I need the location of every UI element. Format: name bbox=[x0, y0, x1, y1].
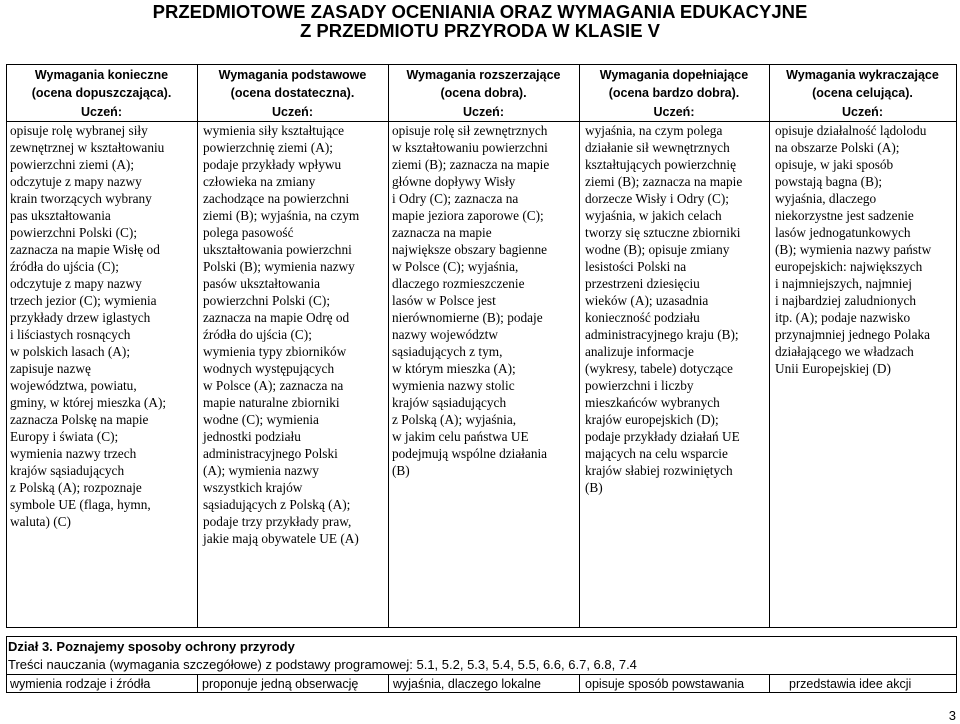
requirement-line: podaje trzy przykłady praw, bbox=[203, 514, 352, 529]
table-border-right bbox=[956, 64, 957, 628]
requirement-line: (B); wymienia nazwy państw bbox=[775, 242, 932, 257]
requirement-line: wymienia nazwy trzech bbox=[10, 446, 137, 461]
requirement-line: mapie naturalne zbiorniki bbox=[203, 395, 340, 410]
requirement-line: wymienia nazwy stolic bbox=[392, 378, 515, 393]
requirement-line: waluta) (C) bbox=[10, 514, 71, 529]
requirement-line: człowieka na zmiany bbox=[203, 174, 316, 189]
requirement-line: wodne (B); opisuje zmiany bbox=[585, 242, 730, 257]
requirement-line: pasów ukształtowania bbox=[203, 276, 321, 291]
requirement-line: lasów w Polsce jest bbox=[392, 293, 496, 308]
requirement-line: w polskich lasach (A); bbox=[10, 344, 131, 359]
requirement-line: europejskich: największych bbox=[775, 259, 923, 274]
requirement-line: wyjaśnia, dlaczego bbox=[775, 191, 877, 206]
requirement-line: gminy, w której mieszka (A); bbox=[10, 395, 167, 410]
requirement-line: analizuje informacje bbox=[585, 344, 694, 359]
requirement-line: Polski (B); wymienia nazwy bbox=[203, 259, 355, 274]
requirement-line: ziemi (B); zaznacza na mapie bbox=[392, 157, 550, 172]
column-header-podstawowe bbox=[197, 66, 388, 121]
requirement-line: w Polsce (C); wyjaśnia, bbox=[392, 259, 519, 274]
column-body-dopelniajace bbox=[585, 122, 742, 496]
requirement-line: jednostki podziału bbox=[203, 429, 301, 444]
table-divider-1 bbox=[197, 64, 198, 628]
requirement-line: opisuje działalność lądolodu bbox=[775, 123, 927, 138]
column-header-grade: (ocena bardzo dobra). bbox=[608, 86, 740, 101]
document-title-line-2: Z PRZEDMIOTU PRZYRODA W KLASIE V bbox=[299, 20, 661, 41]
column-header-title: Wymagania dopełniające bbox=[599, 68, 749, 82]
requirement-line: opisuje, w jaki sposób bbox=[775, 157, 894, 172]
table-border-left bbox=[6, 64, 7, 628]
column-header-wykraczajace bbox=[769, 66, 956, 121]
section-bottom-cell: wyjaśnia, dlaczego lokalne bbox=[393, 677, 542, 691]
requirement-line: zaznacza na mapie Wisłę od bbox=[10, 242, 160, 257]
requirement-line: wyjaśnia, w jakich celach bbox=[585, 208, 722, 223]
requirement-line: i najbardziej zaludnionych bbox=[775, 293, 917, 308]
requirement-line: z Polską (A); wyjaśnia, bbox=[392, 412, 517, 427]
requirement-line: krajów europejskich (D); bbox=[585, 412, 719, 427]
requirement-line: ziemi (B); zaznacza na mapie bbox=[585, 174, 743, 189]
table-top-border bbox=[6, 64, 957, 65]
section-number: Dział 3. bbox=[8, 639, 53, 654]
requirement-line: mających na celu wsparcie bbox=[585, 446, 728, 461]
table-divider-3 bbox=[579, 64, 580, 628]
requirement-line: krain tworzących wybrany bbox=[10, 191, 152, 206]
requirement-line: niekorzystne jest sadzenie bbox=[775, 208, 914, 223]
column-header-konieczne bbox=[6, 66, 197, 121]
requirement-line: konieczność podziału bbox=[585, 310, 700, 325]
requirement-line: sąsiadujących z Polską (A); bbox=[203, 497, 351, 512]
requirement-line: i najmniejszych, najmniej bbox=[775, 276, 912, 291]
requirement-line: z Polską (A); rozpoznaje bbox=[10, 480, 142, 495]
column-body-konieczne bbox=[10, 122, 166, 530]
requirement-line: (wykresy, tabele) dotyczące bbox=[585, 361, 733, 376]
requirement-line: nazwy województw bbox=[392, 327, 498, 342]
requirement-line: powierzchni Polski (C); bbox=[10, 225, 138, 240]
requirement-line: wodne (C); wymienia bbox=[203, 412, 319, 427]
requirement-line: powierzchni Polski (C); bbox=[203, 293, 331, 308]
requirement-line: w którym mieszka (A); bbox=[392, 361, 516, 376]
requirement-line: zapisuje nazwę bbox=[10, 361, 91, 376]
section-bottom-cell: opisuje sposób powstawania bbox=[585, 677, 745, 691]
requirement-line: dorzecze Wisły i Odry (C); bbox=[585, 191, 729, 206]
requirement-line: wieków (A); uzasadnia bbox=[585, 293, 709, 308]
requirement-line: w jakim celu państwa UE bbox=[392, 429, 529, 444]
requirement-line: podejmują wspólne działania bbox=[392, 446, 548, 461]
requirement-line: nierównomierne (B); podaje bbox=[392, 310, 543, 325]
requirement-line: symbole UE (flaga, hymn, bbox=[10, 497, 151, 512]
page-number: 3 bbox=[948, 708, 956, 723]
requirement-line: kształtujących powierzchnię bbox=[585, 157, 736, 172]
requirement-line: odczytuje z mapy nazwy bbox=[10, 276, 142, 291]
requirement-line: mapie jeziora zaporowe (C); bbox=[392, 208, 544, 223]
column-header-rozszerzajace bbox=[388, 66, 579, 121]
section-content-divider bbox=[6, 674, 957, 675]
requirement-line: Unii Europejskiej (D) bbox=[775, 361, 891, 376]
requirement-line: ziemi (B); wyjaśnia, na czym bbox=[203, 208, 360, 223]
requirement-line: w Polsce (A); zaznacza na bbox=[203, 378, 344, 393]
section-cell-divider-3 bbox=[579, 674, 580, 693]
section-bottom-cell: proponuje jedną obserwację bbox=[202, 677, 359, 691]
requirement-line: opisuje rolę wybranej siły bbox=[10, 123, 148, 138]
requirement-line: największe obszary bagienne bbox=[392, 242, 548, 257]
column-header-student: Uczeń: bbox=[81, 104, 122, 119]
requirement-line: pas ukształtowania bbox=[10, 208, 111, 223]
column-header-grade: (ocena dostateczna). bbox=[230, 86, 355, 101]
column-header-grade: (ocena dobra). bbox=[440, 86, 527, 101]
requirement-line: przestrzeni dziesięciu bbox=[585, 276, 700, 291]
requirement-line: wyjaśnia, na czym polega bbox=[585, 123, 723, 138]
requirement-line: lesistości Polski na bbox=[585, 259, 687, 274]
requirement-line: tworzy się sztuczne zbiorniki bbox=[585, 225, 741, 240]
requirement-line: przykłady drzew iglastych bbox=[10, 310, 151, 325]
column-body-wykraczajace bbox=[775, 122, 931, 377]
table-bottom-border bbox=[6, 627, 957, 628]
requirement-line: itp. (A); podaje nazwisko bbox=[775, 310, 911, 325]
requirement-line: i Odry (C); zaznacza na bbox=[392, 191, 519, 206]
table-divider-2 bbox=[388, 64, 389, 628]
section-border-right bbox=[956, 636, 957, 693]
requirement-line: działającego we władzach bbox=[775, 344, 914, 359]
section-bottom-cell: przedstawia idee akcji bbox=[789, 677, 912, 691]
requirement-line: Europy i świata (C); bbox=[10, 429, 119, 444]
column-header-title: Wymagania rozszerzające bbox=[406, 68, 561, 82]
requirement-line: powierzchnię ziemi (A); bbox=[203, 140, 333, 155]
requirement-line: źródła do ujścia (C); bbox=[203, 327, 312, 342]
requirement-line: (B) bbox=[392, 463, 410, 478]
column-header-student: Uczeń: bbox=[463, 104, 504, 119]
requirement-line: wymienia typy zbiorników bbox=[203, 344, 347, 359]
requirement-line: lasów jednogatunkowych bbox=[775, 225, 911, 240]
requirement-line: administracyjnego Polski bbox=[203, 446, 338, 461]
requirement-line: województwa, powiatu, bbox=[10, 378, 137, 393]
requirement-line: sąsiadujących z tym, bbox=[392, 344, 503, 359]
requirement-line: powierzchni ziemi (A); bbox=[10, 157, 135, 172]
requirement-line: krajów słabiej rozwiniętych bbox=[585, 463, 733, 478]
requirement-line: zachodzące na powierzchni bbox=[203, 191, 350, 206]
section-title: Poznajemy sposoby ochrony przyrody bbox=[52, 639, 295, 654]
requirement-line: administracyjnego kraju (B); bbox=[585, 327, 739, 342]
requirement-line: zaznacza Polskę na mapie bbox=[10, 412, 149, 427]
requirement-line: krajów sąsiadujących bbox=[10, 463, 125, 478]
section-bottom-cell: wymienia rodzaje i źródła bbox=[10, 677, 151, 691]
requirement-line: zaznacza na mapie Odrę od bbox=[203, 310, 350, 325]
section-content-line: Treści nauczania (wymagania szczegółowe) z podstawy programowej: 5.1, 5.2, 5.3, 5.4, 5.5, 6.6, 6.7, 6.8, 7.4 bbox=[8, 657, 637, 672]
column-header-student: Uczeń: bbox=[842, 104, 883, 119]
requirement-line: wszystkich krajów bbox=[203, 480, 303, 495]
section-cell-divider-2 bbox=[388, 674, 389, 693]
requirement-line: wodnych występujących bbox=[203, 361, 335, 376]
requirement-line: ukształtowania powierzchni bbox=[203, 242, 352, 257]
column-header-student: Uczeń: bbox=[653, 104, 695, 119]
requirement-line: trzech jezior (C); wymienia bbox=[10, 293, 157, 308]
requirement-line: powierzchni i liczby bbox=[585, 378, 694, 393]
column-header-grade: (ocena dopuszczająca). bbox=[31, 86, 172, 101]
column-header-title: Wymagania podstawowe bbox=[218, 68, 367, 82]
requirement-line: główne dopływy Wisły bbox=[392, 174, 516, 189]
requirement-line: zaznacza na mapie bbox=[392, 225, 492, 240]
requirement-line: krajów sąsiadujących bbox=[392, 395, 507, 410]
requirement-line: jakie mają obywatele UE (A) bbox=[203, 531, 359, 546]
column-body-podstawowe bbox=[203, 122, 359, 547]
requirement-line: źródła do ujścia (C); bbox=[10, 259, 119, 274]
column-header-dopelniajace bbox=[579, 66, 769, 121]
requirement-line: wymienia siły kształtujące bbox=[203, 123, 345, 138]
requirement-line: w kształtowaniu powierzchni bbox=[392, 140, 548, 155]
requirement-line: działanie sił wewnętrznych bbox=[585, 140, 730, 155]
requirement-line: zewnętrznej w kształtowaniu bbox=[10, 140, 165, 155]
section-cell-divider-4 bbox=[769, 674, 770, 693]
requirement-line: odczytuje z mapy nazwy bbox=[10, 174, 142, 189]
section-border-left bbox=[6, 636, 7, 693]
column-body-rozszerzajace bbox=[392, 122, 549, 479]
requirement-line: mieszkańców wybranych bbox=[585, 395, 720, 410]
section-cell-divider-1 bbox=[197, 674, 198, 693]
requirement-line: podaje przykłady działań UE bbox=[585, 429, 740, 444]
table-divider-4 bbox=[769, 64, 770, 628]
requirement-line: opisuje rolę sił zewnętrznych bbox=[392, 123, 548, 138]
column-header-title: Wymagania wykraczające bbox=[786, 68, 939, 82]
column-header-grade: (ocena celująca). bbox=[812, 86, 913, 101]
requirement-line: (A); wymienia nazwy bbox=[203, 463, 319, 478]
requirement-line: (B) bbox=[585, 480, 603, 495]
document-title-line-1: PRZEDMIOTOWE ZASADY OCENIANIA ORAZ WYMAGANIA EDUKACYJNE bbox=[152, 1, 808, 22]
requirement-line: dlaczego rozmieszczenie bbox=[392, 276, 525, 291]
requirement-line: powstają bagna (B); bbox=[775, 174, 883, 189]
requirement-line: na obszarze Polski (A); bbox=[775, 140, 900, 155]
column-header-student: Uczeń: bbox=[272, 104, 313, 119]
requirement-line: i liściastych rosnących bbox=[10, 327, 131, 342]
column-header-title: Wymagania konieczne bbox=[34, 68, 169, 82]
section-label bbox=[8, 638, 295, 655]
requirement-line: przynajmniej jednego Polaka bbox=[775, 327, 931, 342]
section-top-border bbox=[6, 636, 957, 637]
requirement-line: polega pasowość bbox=[203, 225, 294, 240]
requirement-line: podaje przykłady wpływu bbox=[203, 157, 342, 172]
